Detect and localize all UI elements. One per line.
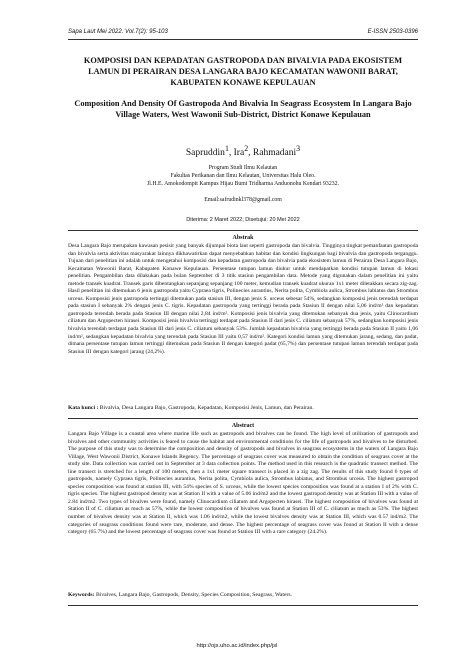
divider-middle — [68, 418, 418, 419]
title-indonesian: KOMPOSISI DAN KEPADATAN GASTROPODA DAN BIVALVIA PADA EKOSISTEM LAMUN DI PERAIRAN DESA LANGARA BAJO KECAMATAN WAWONII BARAT, KABUPATEN KONAWE KEPULAUAN — [83, 56, 403, 87]
author-3-sup: 3 — [296, 144, 301, 153]
running-header — [68, 29, 418, 35]
abstrak-heading: Abstrak — [232, 235, 254, 241]
kata-kunci-label: Kata kunci : — [68, 405, 99, 411]
affiliation — [68, 164, 418, 188]
keywords — [68, 592, 418, 600]
affiliation-line-1: Program Studi Ilmu Kelautan — [208, 165, 278, 171]
author-3: , Rahmadani — [248, 148, 297, 159]
affiliation-line-2: Fakultas Perikanan dan Ilmu Kelautan, Universitas Halu Oleo. — [170, 173, 316, 179]
author-1-sup: 1 — [224, 144, 229, 153]
keywords-label: Keywords: — [68, 592, 95, 598]
journal-url[interactable]: http://ojs.uho.ac.id/index.php/jsl — [196, 643, 278, 649]
issn: E-ISSN 2503-0396 — [367, 29, 418, 35]
header-divider — [68, 39, 418, 40]
abstract-body: Langara Bajo Village is a coastal area where marine life such as gastropods and bivalves can be found. The high level of utilization of gastropods and bivalves and other community activities is feared to cause the habitat and environmental conditions for the life of gastropods and bivalves to be disturbed. The purpose of this study was to determine the composition and density of gastropods and bivalves in seagrass ecosystems in the waters of Langara Bajo Village, West Wawonii District, Konawe Islands Regency. The percentage of seagrass cover was measured to obtain the condition of seagrass cover at the study site. Data collection was carried out in September at 3 data collection points. The method used in this research is the quadratic transect method. The line transect is stretched for a length of 100 meters, then a 1x1 meter square transect is placed in a zig zag. The results of this study found 6 types of gastropods, namely Cypraea tigris, Polinecies aurantius, Nerita polita, Cymbiola aulica, Strombus labiatus, and Strombus urceus. The highest gastropod species composition was found at station III, with 54% species of S. urceus, while the lowest species composition was found at a station I of 2% with C. tigris species. The highest gastropod density was at Station II with a value of 5.06 ind/m2 and the lowest gastropod density was at Station III with a value of 2.84 ind/m2. Two types of bivalves were found, namely Clinocardium ciliatum and Argopecten hirasei. The highest composition of bivalves was found at Station II of C. ciliatum as much as 57%, while the lowest composition of bivalves was found at Station III of C. ciliatum as much as 53%. The highest number of bivalves density was at Station II, which was 1.06 ind/m2, while the lowest bivalves density was at Station III, which was 0.57 ind/m2. The categories of seagrass conditions found were rare, moderate, and dense. The highest percentage of seagrass cover was found at Station II with a dense category (65.7%) and the lowest percentage of seagrass cover was found at Station III with a rare category (24.2%). — [68, 431, 418, 536]
kata-kunci-text: Bivalvia, Desa Langara Bajo, Gastropoda, Kepadatan, Komposisi Jenis, Lamun, dan Perairan. — [99, 405, 314, 411]
kata-kunci — [68, 405, 418, 413]
abstrak-body: Desa Langara Bajo merupakan kawasan pesisir yang banyak dijumpai biota laut seperti gastropoda dan bivalvia. Tingginya tingkat pemanfaatan gastropoda dan bivalvia serta aktivitas masyarakat lainnya dikhawatirkan dapat menyebabkan habitat dan kondisi lingkungan bagi bivalvia dan gastropoda terganggu. Tujuan dari penelitian ini adalah untuk mengetahui komposisi dan kepadatan gastropoda dan bivalvia pada ekosistem lamun di Perairan Desa Langara Bajo, Kecamatan Wawonii Barat, Kabupaten Konawe Kepulauan. Persentase tutupan lamun diukur untuk mendapatkan kondisi tutupan lamun di lokasi penelitian. Pengambilan data dilakukan pada bulan September di 3 titik stasiun pengambilan data. Metode yang digunakan dalam penelitian ini yaitu metode transek kuadrat. Transek garis dibentangkan sepanjang sepanjang 100 meter, kemudian transek kuadrat ukuran 1x1 meter diletakkan secara zig-zag. Hasil penelitian ini ditemukan 6 jenis gastropoda yaitu Cypraea tigris, Polinecies aurantius, Nerita polita, Cymbiola aulica, Strombus labiatus dan Strombus urceus. Komposisi jenis gastropoda tertinggi ditemukan pada stasiun III, dengan jenis S. urceus sebesar 54%, sedangkan komposisi jenis terendah terdapat pada stasiun I sebanyak 2% dengan jenis C. tigris. Kepadatan gastropoda yang tertinggi berada pada Stasiun II dengan nilai 5,06 ind/m² dan kepadatan gastropoda terendah berada pada Stasiun III dengan nilai 2,84 ind/m². Komposisi jenis bivalvia yang ditemukan sebanyak dua jenis, yaitu Clinocardium ciliatum dan Argopecten hirasei. Komposisi jenis bivalvia tertinggi terdapat pada Stasiun II dari jenis C. ciliatum sebanyak 57%, sedangkan komposisi jenis bivalvia terendah terdapat pada Stasiun III dari jenis C. ciliatum sebanyak 53%. Jumlah kepadatan bivalvia yang tertinggi berada pada Stasiun II yaitu 1,06 ind/m², sedangkan kepadatan bivalvia yang terendah pada Stasiun III yaitu 0,57 ind/m². Kategori kondisi lamun yang ditemukan jarang, sedang, dan padat, dimana persentase tutupan lamun tertinggi ditemukan pada Stasiun II dengan kategori padat (65,7%) dan persentase tutupan lamun terendah terdapat pada Stasiun III dengan kategori jarang (24,2%). — [68, 243, 418, 355]
author-2-sup: 2 — [244, 144, 249, 153]
author-2: , Ira — [228, 148, 245, 159]
affiliation-line-3: Jl.H.E. Amokodompit Kampus Hijau Bumi Tridharma Anduonohu Kendari 93232. — [147, 181, 339, 187]
author-list — [68, 144, 418, 158]
author-email: Email:safrudinkl378@gmail.com — [204, 197, 282, 203]
keywords-text: Bivalves, Langara Bajo, Gastropods, Density, Species Composition, Seagrass, Waters. — [95, 592, 293, 598]
received-accepted-dates: Diterima: 2 Maret 2022; Disetujui: 20 Mei 2022 — [186, 217, 300, 223]
divider-top — [68, 230, 418, 231]
author-1: Sapruddin — [185, 148, 225, 159]
abstract-heading: Abstract — [231, 423, 255, 429]
journal-citation: Sapa Laut Mei 2022. Vol.7(2): 95-103 — [68, 29, 168, 35]
title-english: Composition And Density Of Gastropoda And Bivalvia In Seagrass Ecosystem In Langara Bajo Village Waters, West Wawonii Sub-District, District Konawe Kepulauan — [74, 99, 412, 119]
divider-bottom — [68, 605, 418, 606]
